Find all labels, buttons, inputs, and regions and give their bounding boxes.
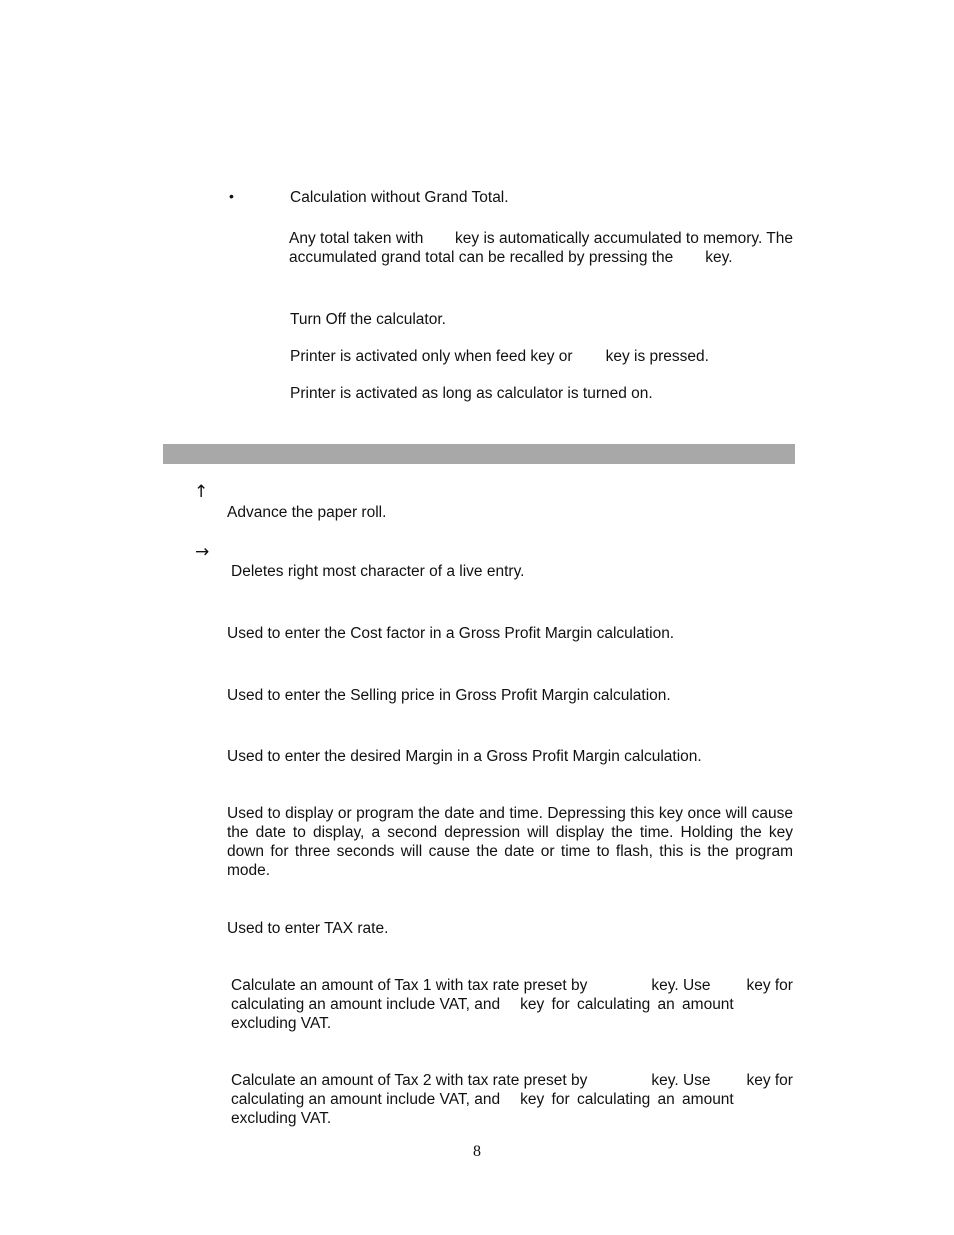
para-text: key for	[746, 977, 793, 994]
para-text: key is pressed.	[605, 348, 709, 365]
para-text: key.	[705, 249, 733, 266]
feed-key-desc: Advance the paper roll.	[227, 504, 387, 521]
para-text: calculating an amount include VAT, and	[231, 1091, 501, 1108]
bullet-icon: •	[229, 188, 234, 204]
sell-key-desc: Used to enter the Selling price in Gross Profit Margin calculation.	[227, 687, 671, 704]
tax2-key-desc	[231, 1071, 793, 1128]
tax-rate-key-desc: Used to enter TAX rate.	[227, 920, 389, 937]
para-text: accumulated grand total can be recalled by pressing the	[289, 249, 674, 266]
para-text: key is automatically accumulated to memory. The	[455, 230, 793, 247]
printer-mode-text	[290, 347, 709, 366]
para-text: key. Use	[651, 1072, 711, 1089]
para-text: key for	[746, 1072, 793, 1089]
para-text: key. Use	[651, 977, 711, 994]
para-text: Any total taken with	[289, 230, 424, 247]
up-arrow-icon: ↑	[194, 482, 209, 502]
para-text: key for calculating an amount	[520, 996, 734, 1013]
delete-key-desc: Deletes right most character of a live entry.	[231, 563, 525, 580]
printer-on-text: Printer is activated as long as calculator is turned on.	[290, 385, 653, 402]
para-text: excluding VAT.	[231, 1015, 332, 1032]
para-text: calculating an amount include VAT, and	[231, 996, 501, 1013]
right-arrow-icon: →	[195, 542, 210, 562]
turn-off-text: Turn Off the calculator.	[290, 311, 446, 328]
section-divider-bar	[163, 444, 795, 464]
tax1-key-desc	[231, 976, 793, 1033]
grand-total-paragraph	[289, 229, 793, 267]
cost-key-desc: Used to enter the Cost factor in a Gross Profit Margin calculation.	[227, 625, 675, 642]
section-heading: Calculation without Grand Total.	[290, 189, 509, 206]
para-text: Calculate an amount of Tax 1 with tax rate preset by	[231, 977, 588, 994]
para-text: Printer is activated only when feed key or	[290, 348, 573, 365]
page-number: 8	[473, 1143, 481, 1160]
datetime-key-desc: Used to display or program the date and time. Depressing this key once will cause the date to display, a second depression will display the time. Holding the key down for three seconds will cause the date or time to flash, this is the program mode.	[227, 805, 793, 879]
para-text: key for calculating an amount	[520, 1091, 734, 1108]
margin-key-desc: Used to enter the desired Margin in a Gross Profit Margin calculation.	[227, 748, 702, 765]
para-text: excluding VAT.	[231, 1110, 332, 1127]
para-text: Calculate an amount of Tax 2 with tax rate preset by	[231, 1072, 588, 1089]
